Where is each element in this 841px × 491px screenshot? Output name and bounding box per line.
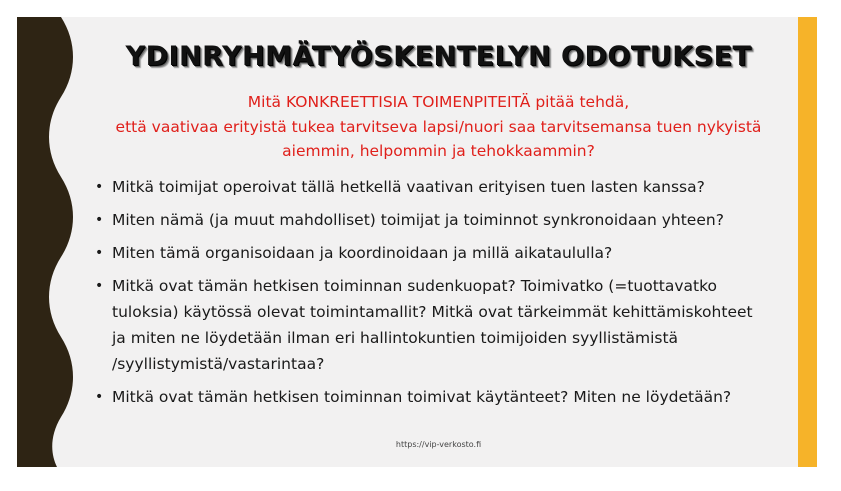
bullet-dot: • [95,278,104,294]
bullet-text: /syyllistymistä/vastarintaa? [112,355,325,373]
bullet-list [95,174,785,417]
footer-url: https://vip-verkosto.fi [395,440,482,449]
bullet-text: Mitkä ovat tämän hetkisen toiminnan sudenkuopat? Toimivatko (=tuottavatko [112,277,718,295]
bullet-text: Mitkä ovat tämän hetkisen toiminnan toimivat käytänteet? Miten ne löydetään? [112,388,732,406]
bullet-dot: • [95,389,104,405]
bullet-dot: • [95,212,104,228]
slide-subtitle [87,90,790,164]
bullet-item [95,384,785,410]
left-wave-shape [17,17,73,467]
slide [17,17,817,467]
bullet-text: tuloksia) käytössä olevat toimintamallit? Mitkä ovat tärkeimmät kehittämiskohteet [112,303,753,321]
right-accent-bar [798,17,817,467]
subtitle-line: aiemmin, helpommin ja tehokkaammin? [282,142,595,160]
bullet-dot: • [95,245,104,261]
left-wave-decoration [17,17,79,467]
slide-title: YDINRYHMÄTYÖSKENTELYN ODOTUKSET [125,41,752,72]
bullet-item [95,174,785,200]
bullet-text: Miten nämä (ja muut mahdolliset) toimijat ja toiminnot synkronoidaan yhteen? [112,211,724,229]
subtitle-line: Mitä KONKREETTISIA TOIMENPITEITÄ pitää tehdä, [247,93,630,111]
bullet-text: ja miten ne löydetään ilman eri hallintokuntien toimijoiden syyllistämistä [112,329,679,347]
subtitle-line: että vaativaa erityistä tukea tarvitseva lapsi/nuori saa tarvitsemansa tuen nykyistä [115,117,762,136]
bullet-text: Mitkä toimijat operoivat tällä hetkellä vaativan erityisen tuen lasten kanssa? [112,178,705,196]
bullet-item [95,273,785,377]
bullet-text: Miten tämä organisoidaan ja koordinoidaan ja millä aikataululla? [112,244,613,262]
bullet-item [95,240,785,266]
bullet-dot: • [95,179,104,195]
bullet-item [95,207,785,233]
